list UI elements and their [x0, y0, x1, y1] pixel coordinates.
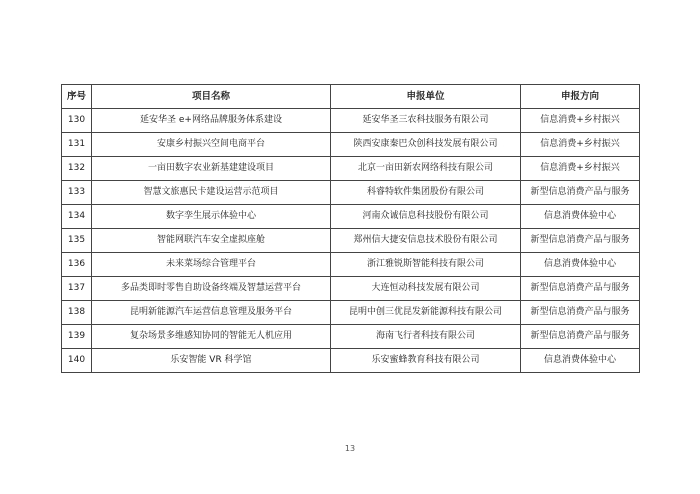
table-row	[62, 277, 640, 301]
cell-project-name: 复杂场景多维感知协同的智能无人机应用	[92, 325, 331, 349]
cell-project-name: 数字孪生展示体验中心	[92, 205, 331, 229]
cell-applicant-unit: 浙江雅锐斯智能科技有限公司	[331, 253, 521, 277]
cell-applicant-unit: 郑州信大捷安信息技术股份有限公司	[331, 229, 521, 253]
cell-applicant-unit: 陕西安康秦巴众创科技发展有限公司	[331, 133, 521, 157]
table-row	[62, 181, 640, 205]
cell-application-direction: 信息消费体验中心	[521, 253, 640, 277]
cell-serial-number: 134	[62, 205, 92, 229]
page-number: 13	[344, 444, 356, 453]
cell-serial-number: 136	[62, 253, 92, 277]
cell-serial-number: 137	[62, 277, 92, 301]
header-application-direction: 申报方向	[521, 85, 640, 109]
cell-project-name: 乐安智能 VR 科学馆	[92, 349, 331, 373]
cell-serial-number: 130	[62, 109, 92, 133]
cell-serial-number: 139	[62, 325, 92, 349]
table-row	[62, 133, 640, 157]
header-project-name: 项目名称	[92, 85, 331, 109]
cell-application-direction: 信息消费体验中心	[521, 205, 640, 229]
table-row	[62, 229, 640, 253]
header-serial-number: 序号	[62, 85, 92, 109]
table-row	[62, 109, 640, 133]
cell-applicant-unit: 昆明中创三优昆发新能源科技有限公司	[331, 301, 521, 325]
cell-applicant-unit: 河南众诚信息科技股份有限公司	[331, 205, 521, 229]
table-row	[62, 253, 640, 277]
cell-serial-number: 135	[62, 229, 92, 253]
cell-application-direction: 新型信息消费产品与服务	[521, 325, 640, 349]
cell-applicant-unit: 延安华圣三农科技服务有限公司	[331, 109, 521, 133]
cell-application-direction: 新型信息消费产品与服务	[521, 181, 640, 205]
cell-application-direction: 信息消费+乡村振兴	[521, 157, 640, 181]
cell-applicant-unit: 科睿特软件集团股份有限公司	[331, 181, 521, 205]
header-applicant-unit: 申报单位	[331, 85, 521, 109]
table-row	[62, 157, 640, 181]
cell-project-name: 多品类即时零售自助设备终端及智慧运营平台	[92, 277, 331, 301]
table-row	[62, 301, 640, 325]
cell-serial-number: 138	[62, 301, 92, 325]
cell-application-direction: 信息消费+乡村振兴	[521, 133, 640, 157]
cell-serial-number: 132	[62, 157, 92, 181]
projects-table	[61, 84, 640, 373]
table-row	[62, 349, 640, 373]
cell-applicant-unit: 海南飞行者科技有限公司	[331, 325, 521, 349]
cell-project-name: 未来菜场综合管理平台	[92, 253, 331, 277]
cell-serial-number: 133	[62, 181, 92, 205]
cell-project-name: 智能网联汽车安全虚拟座舱	[92, 229, 331, 253]
cell-applicant-unit: 乐安蜜蜂教育科技有限公司	[331, 349, 521, 373]
cell-application-direction: 信息消费体验中心	[521, 349, 640, 373]
cell-applicant-unit: 北京一亩田新农网络科技有限公司	[331, 157, 521, 181]
cell-serial-number: 140	[62, 349, 92, 373]
cell-project-name: 昆明新能源汽车运营信息管理及服务平台	[92, 301, 331, 325]
cell-project-name: 一亩田数字农业新基建建设项目	[92, 157, 331, 181]
cell-applicant-unit: 大连恒动科技发展有限公司	[331, 277, 521, 301]
cell-serial-number: 131	[62, 133, 92, 157]
cell-project-name: 延安华圣 e+网络品牌服务体系建设	[92, 109, 331, 133]
table-header-row	[62, 85, 640, 109]
table-row	[62, 205, 640, 229]
cell-application-direction: 信息消费+乡村振兴	[521, 109, 640, 133]
cell-project-name: 智慧文旅惠民卡建设运营示范项目	[92, 181, 331, 205]
cell-project-name: 安康乡村振兴空间电商平台	[92, 133, 331, 157]
cell-application-direction: 新型信息消费产品与服务	[521, 301, 640, 325]
table-row	[62, 325, 640, 349]
cell-application-direction: 新型信息消费产品与服务	[521, 277, 640, 301]
cell-application-direction: 新型信息消费产品与服务	[521, 229, 640, 253]
